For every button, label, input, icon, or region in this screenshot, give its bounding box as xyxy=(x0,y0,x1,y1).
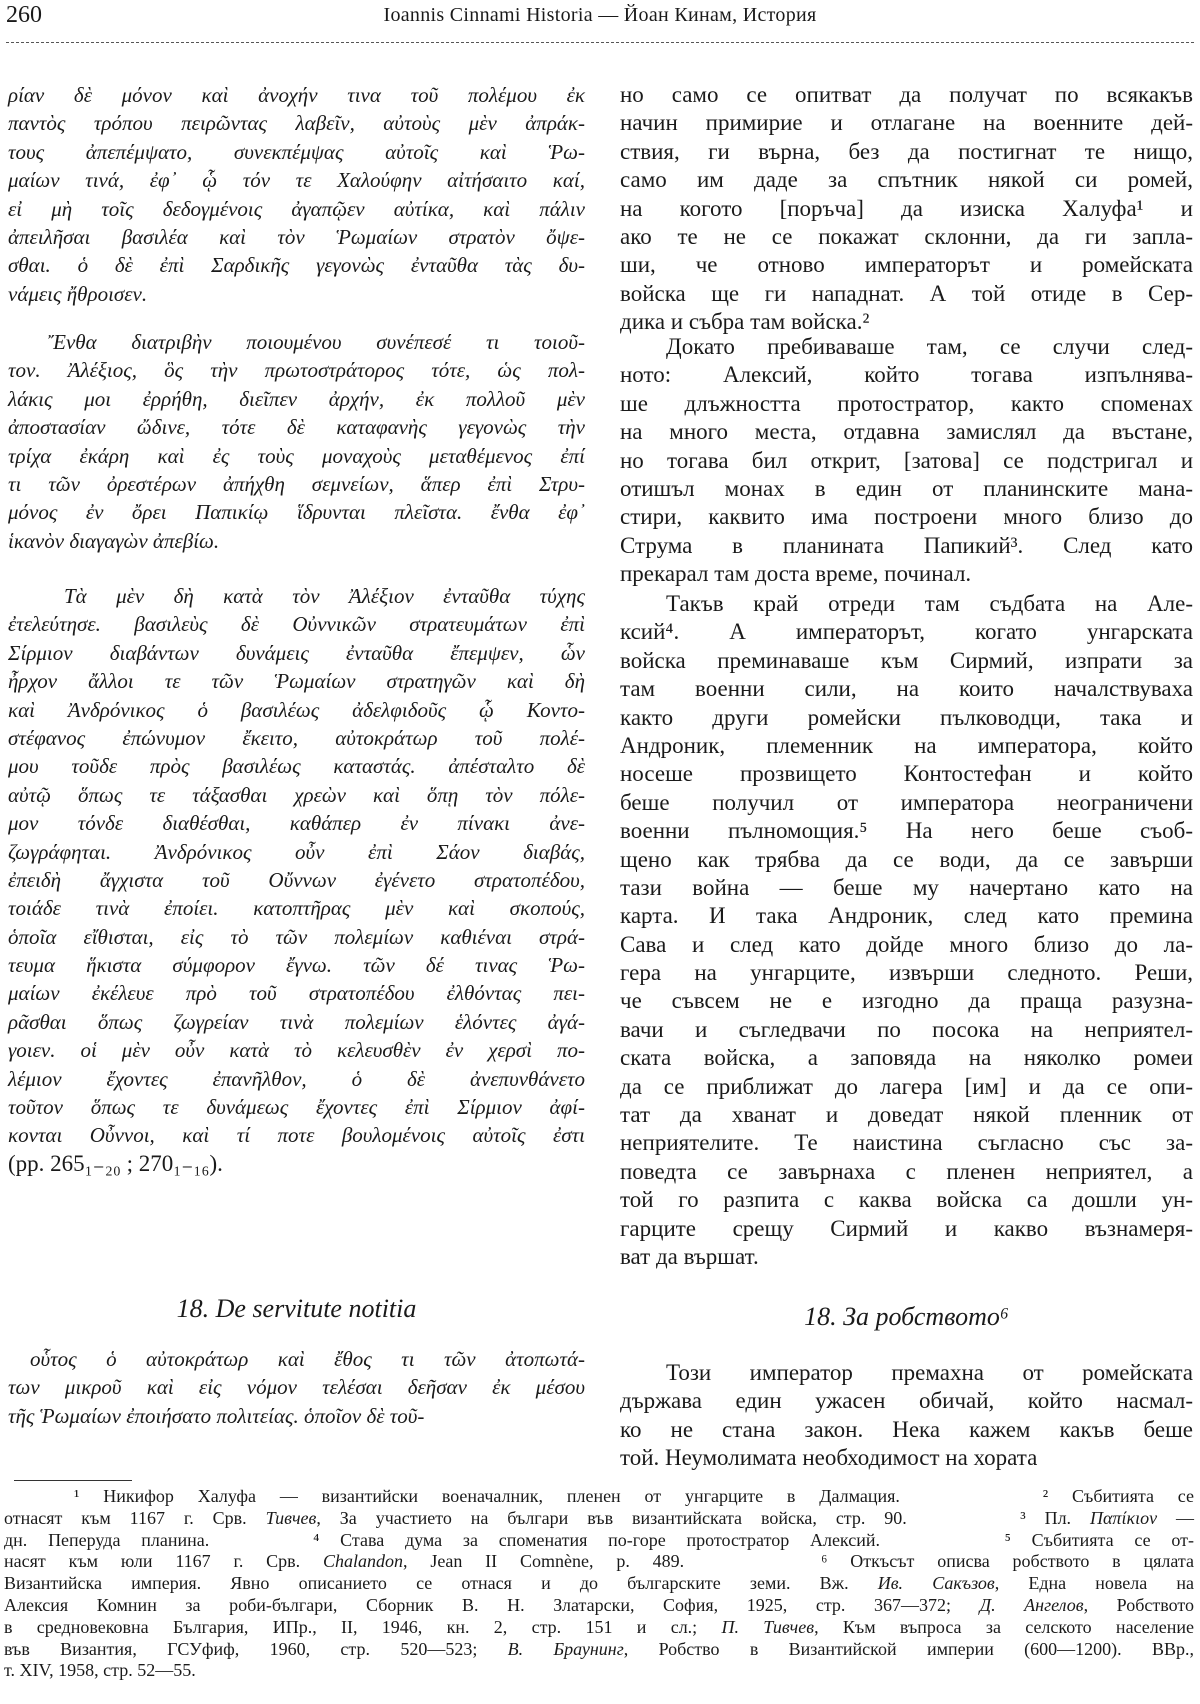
text-line-content: γοιεν. οἱ μὲν οὖν κατὰ τὸ κελευσθὲν ἐν χερσὶ πο- xyxy=(8,1038,585,1063)
text-line-content: νάμεις ἤθροισεν. xyxy=(8,281,148,306)
text-line-content: вачи и съгледвачи по посока на неприятел- xyxy=(620,1016,1193,1042)
text-line xyxy=(620,109,1193,137)
text-line xyxy=(8,809,585,837)
text-line-content: παντὸς τρόπου πειρῶντας λαβεῖν, αὐτοὺς μὲν ἀπράκ- xyxy=(8,111,585,136)
text-line-content: Τὰ μὲν δὴ κατὰ τὸν Ἀλέξιον ἐνταῦθα τύχης xyxy=(64,584,585,608)
text-line xyxy=(620,1186,1193,1214)
text-line xyxy=(8,781,585,809)
text-line xyxy=(620,1044,1193,1072)
text-line xyxy=(620,1073,1193,1101)
text-line-content: само им даде за спътник някой си ромей, xyxy=(620,167,1193,193)
text-line-content: както други ромейски пълководци, така и xyxy=(620,704,1193,730)
footnote-line-content xyxy=(4,1551,1194,1573)
text-line-content: ρᾶσθαι ὅπως ζωγρείαν τινὰ πολεμίων ἑλόντες ἀγά- xyxy=(8,1009,585,1034)
text-line xyxy=(620,81,1193,109)
text-line-content: войска преминаваше към Сирмий, изпрати за xyxy=(620,647,1193,673)
text-line-content: поведта се завърнаха с пленен неприятел, а xyxy=(620,1158,1193,1184)
footnote-line-content xyxy=(4,1639,1194,1661)
footnote-line-content xyxy=(4,1595,1194,1617)
text-line-content: ἱκανὸν διαγαγὼν ἀπεβίω. xyxy=(8,528,220,553)
bulgarian-paragraph-4 xyxy=(620,1359,1193,1473)
text-line-content: ксий⁴. А императорът, когато унгарската xyxy=(620,619,1193,645)
footnote-line-content xyxy=(4,1573,1194,1595)
text-line xyxy=(8,582,585,610)
footnote-line xyxy=(4,1530,1194,1552)
text-line xyxy=(8,667,585,695)
text-line xyxy=(620,846,1193,874)
text-line-content: ὁποῖα εἴθισται, εἰς τὸ τῶν πολεμίων καθιέναι στρά- xyxy=(8,924,585,949)
text-line xyxy=(620,361,1193,389)
text-line xyxy=(620,704,1193,732)
text-line-content: Ἔνθα διατριβὴν ποιουμένου συνέπεσέ τι τοιοῦ- xyxy=(48,330,585,354)
text-line xyxy=(8,356,585,384)
text-line xyxy=(8,195,585,223)
footnote-line xyxy=(4,1639,1194,1661)
text-line xyxy=(620,1416,1193,1444)
text-line xyxy=(620,475,1193,503)
footnote-text: в средновековна България, ИПр., II, 1946, кн. 2, стр. 151 и сл.; xyxy=(4,1616,722,1637)
footnote-line xyxy=(4,1617,1194,1639)
greek-paragraph-3 xyxy=(8,582,585,1178)
text-line-content: щено как трябва да се води, да се завърши xyxy=(620,846,1193,872)
text-line-content: но само се опитват да получат по всякакъв xyxy=(620,82,1193,107)
text-line-content: той. Неумолимата необходимост на хората xyxy=(620,1445,1038,1471)
text-line-content: ствия, ги върна, без да постигнат те нищо, xyxy=(620,138,1193,164)
text-line-content: Сава и след като дойде много близо до ла- xyxy=(620,931,1193,957)
greek-paragraph-2 xyxy=(8,328,585,555)
text-line-content: ρίαν δὲ μόνον καὶ ἀνοχήν τινα τοῦ πολέμου ἐκ xyxy=(8,83,585,107)
text-line xyxy=(620,1444,1193,1472)
footnote-text: , За участието на българи във византийската войска, стр. 90. ³ Пл. xyxy=(316,1507,1090,1528)
text-line-content: че съвсем не е изгодно да праща разузна- xyxy=(620,988,1193,1014)
text-line xyxy=(620,195,1193,223)
text-line xyxy=(8,1345,585,1373)
text-line xyxy=(8,109,585,137)
footnote-text: , Една новела на xyxy=(994,1573,1194,1594)
text-line xyxy=(620,987,1193,1015)
text-line xyxy=(620,931,1193,959)
text-line xyxy=(620,418,1193,446)
page-citation: (pp. 265₁₋₂₀ ; 270₁₋₁₆). xyxy=(8,1150,223,1176)
text-line-content: τῆς Ῥωμαίων ἐποιήσατο πολιτείας. ὁποῖον δὲ τοῦ- xyxy=(8,1403,425,1428)
text-line xyxy=(620,618,1193,646)
footnote-author: Д. Ангелов xyxy=(979,1594,1084,1615)
footnote-text: насят към юли 1167 г. Срв. xyxy=(4,1551,324,1572)
text-line-content: τρίχα ἐκάρη καὶ ἐς τοὺς μοναχοὺς μεταθέμενος ἐπί xyxy=(8,443,585,468)
text-line-content: ши, че отново императорът и ромейската xyxy=(620,252,1193,278)
text-line xyxy=(8,724,585,752)
text-line xyxy=(620,760,1193,788)
text-line xyxy=(620,902,1193,930)
text-line-content: прекарал там доста време, починал. xyxy=(620,561,972,587)
text-line-content: αὐτῷ ὅπως τε τάξασθαι χρεὼν καὶ ὅπῃ τὸν πόλε- xyxy=(8,782,585,807)
text-line xyxy=(8,1036,585,1064)
text-line-content: но тогава бил открит, [затова] се подстригал и xyxy=(620,447,1193,473)
text-line xyxy=(8,138,585,166)
footnote-text: , Робство в Византийской империи (600—1200). ВВр., xyxy=(623,1638,1195,1659)
text-line xyxy=(620,590,1193,618)
text-line-content: ἐπειδὴ ἄγχιστα τοῦ Οὔννων ἐγένετο στρατοπέδου, xyxy=(8,867,585,892)
text-line-content: Докато пребиваваше там, се случи след- xyxy=(666,334,1193,359)
text-line xyxy=(8,1065,585,1093)
text-line xyxy=(8,81,585,109)
text-line xyxy=(8,696,585,724)
text-line-content: Струма в планината Папикий³. След като xyxy=(620,532,1193,558)
footnote-line-content xyxy=(4,1530,1194,1552)
text-line xyxy=(620,560,1193,588)
text-line-content: гера на унгарците, извърши следното. Реши, xyxy=(620,960,1193,986)
text-line-content: ко не стана закон. Нека кажем какъв беше xyxy=(620,1416,1193,1442)
text-line xyxy=(620,817,1193,845)
text-line-content: τους ἀπεπέμψατο, συνεκπέμψας αὐτοῖς καὶ Ῥω- xyxy=(8,139,585,164)
header-rule xyxy=(6,42,1194,43)
bulgarian-paragraph-2 xyxy=(620,333,1193,589)
text-line xyxy=(620,1158,1193,1186)
text-line xyxy=(620,732,1193,760)
citation-line xyxy=(8,1150,585,1178)
text-line xyxy=(620,390,1193,418)
text-line xyxy=(620,647,1193,675)
text-line xyxy=(620,1359,1193,1387)
text-line-content: τευμα ἥκιστα σύμφορον ἔγνω. τῶν δέ τινας Ῥω- xyxy=(8,953,585,978)
text-line-content: τοιάδε τινὰ ἐποίει. κατοπτῆρας μὲν καὶ σκοπούς, xyxy=(8,896,585,921)
footnote-author: Chalandon xyxy=(323,1551,404,1572)
text-line xyxy=(8,1402,585,1430)
bulgarian-section-heading: 18. За робството⁶ xyxy=(804,1302,1009,1331)
text-line-content: ἀποστασίαν ὤδινε, τότε δὲ καταφανὴς γεγονὼς τὴν xyxy=(8,415,585,440)
footnote-author: Παπίκιον xyxy=(1089,1507,1158,1528)
text-line-content: ше длъжността протостратор, както споменах xyxy=(620,390,1193,416)
text-line-content: гарците срещу Сирмий и какво възнамеря- xyxy=(620,1215,1193,1241)
footnote-text: Византийска империя. Явно описанието се отнася и до българските земи. Вж. xyxy=(4,1573,878,1594)
text-line xyxy=(8,866,585,894)
text-line xyxy=(620,447,1193,475)
text-line-content: на когото [поръча] да изиска Халуфа¹ и xyxy=(620,195,1193,221)
footnote-text: т. XIV, 1958, стр. 52—55. xyxy=(4,1660,196,1681)
text-line-content: λάκις μοι ἐρρήθη, διεῖπεν ἀρχήν, ἐκ πολλοῦ μὲν xyxy=(8,386,585,411)
text-line xyxy=(8,251,585,279)
text-line xyxy=(620,1101,1193,1129)
greek-paragraph-4 xyxy=(8,1345,585,1430)
text-line xyxy=(8,610,585,638)
footnote-text: — xyxy=(1157,1507,1195,1528)
footnote-line xyxy=(4,1595,1194,1617)
text-line xyxy=(8,923,585,951)
footnote-text: отнасят към 1167 г. Срв. xyxy=(4,1507,266,1528)
footnote-author: Тивчев xyxy=(265,1507,317,1528)
text-line xyxy=(620,503,1193,531)
text-line-content: ἀπειλῆσαι βασιλέα καὶ τὸν Ῥωμαίων στρατὸν ὄψε- xyxy=(8,224,585,249)
footnote-author: В. Браунинг xyxy=(507,1638,624,1659)
text-line xyxy=(8,1008,585,1036)
text-line-content: τι τῶν ὀρεστέρων ἀπήχθη σεμνείων, ἅπερ ἐπὶ Στρυ- xyxy=(8,471,585,496)
text-line-content: той го разпита с каква войска са дошли ун- xyxy=(620,1187,1193,1213)
text-line-content: отишъл монах в един от планинските мана- xyxy=(620,475,1193,501)
text-line-content: тази война — беше му начертано като на xyxy=(620,874,1193,900)
text-line xyxy=(8,1093,585,1121)
greek-paragraph-1 xyxy=(8,81,585,308)
footnote-text: , Към въпроса за селското население xyxy=(814,1616,1194,1637)
text-line xyxy=(8,639,585,667)
text-line-content: μον τόνδε διαθέσθαι, καθάπερ ἐν πίνακι ἀνε- xyxy=(8,811,585,836)
footnote-text: във Византия, ГСУфиф, 1960, стр. 520—523; xyxy=(4,1638,508,1659)
text-line-content: ἐτελεύτησε. βασιλεὺς δὲ Οὐννικῶν στρατευμάτων ἐπὶ xyxy=(8,612,585,637)
text-line-content: стири, каквито има построени много близо до xyxy=(620,504,1193,530)
footnote-line-content xyxy=(4,1617,1194,1639)
text-line xyxy=(620,333,1193,361)
text-line xyxy=(620,1215,1193,1243)
text-line-content: λέμιον ἔχοντες ἐπανῆλθον, ὁ δὲ ἀνεπυνθάνετο xyxy=(8,1066,585,1091)
text-line xyxy=(8,470,585,498)
text-line-content: войска ще ги нападнат. А той отиде в Сер- xyxy=(620,280,1193,306)
text-line-content: Андроник, племенник на императора, който xyxy=(620,732,1193,758)
text-line-content: οὗτος ὁ αὐτοκράτωρ καὶ ἔθος τι τῶν ἀτοπωτά- xyxy=(30,1347,585,1371)
text-line xyxy=(620,532,1193,560)
text-line xyxy=(620,251,1193,279)
text-line xyxy=(8,838,585,866)
text-line xyxy=(8,527,585,555)
text-line-content: там военни сили, на които началствуваха xyxy=(620,676,1193,702)
text-line-content: ното: Алексий, който тогава изпълнява- xyxy=(620,362,1193,388)
footnote-text: ¹ Никифор Халуфа — византийски военачалник, пленен от унгарците в Далмация. ² Събитията се xyxy=(74,1486,1194,1506)
text-line xyxy=(8,1373,585,1401)
text-line-content: καὶ Ἀνδρόνικος ὁ βασιλέως ἀδελφιδοῦς ᾧ Κοντο- xyxy=(8,697,585,722)
text-line-content: τον. Ἀλέξιος, ὃς τὴν πρωτοστράτορος τότε, ὡς πολ- xyxy=(8,358,585,383)
text-line xyxy=(8,166,585,194)
footnote-author: Ив. Сакъзов xyxy=(877,1573,995,1594)
text-line-content: ἦρχον ἄλλοι τε τῶν Ῥωμαίων στρατηγῶν καὶ δὴ xyxy=(8,669,585,694)
text-line xyxy=(8,223,585,251)
text-line xyxy=(620,280,1193,308)
text-line-content: тат да хванат и доведат някой пленник от xyxy=(620,1102,1193,1128)
text-line-content: Σίρμιον διαβάντων δυνάμεις ἐνταῦθα ἔπεμψεν, ὧν xyxy=(8,640,585,665)
bulgarian-paragraph-1 xyxy=(620,81,1193,337)
text-line-content: Този император премахна от ромейската xyxy=(666,1360,1193,1385)
text-line xyxy=(620,1129,1193,1157)
text-line-content: μαίων ἐκέλευε πρὸ τοῦ στρατοπέδου ἐλθόντας πει- xyxy=(8,981,585,1006)
text-line xyxy=(620,789,1193,817)
text-line-content: τοῦτον ὅπως τε δυνάμεως ἔχοντες ἐπὶ Σίρμιον ἀφί- xyxy=(8,1095,585,1120)
text-line-content: στέφανος ἐπώνυμον ἔκειτο, αὐτοκράτωρ τοῦ πολέ- xyxy=(8,725,585,750)
footnote-line-content xyxy=(4,1660,196,1682)
text-line xyxy=(620,1016,1193,1044)
text-line-content: μαίων τινά, ἐφ᾽ ᾧ τόν τε Χαλούφην αἰτήσαιτο καί, xyxy=(8,168,585,193)
footnotes xyxy=(4,1486,1194,1682)
text-line-content: дика и събра там войска.² xyxy=(620,309,870,335)
footnote-text: Алексия Комнин за роби-българи, Сборник В. Н. Златарски, София, 1925, стр. 367—372; xyxy=(4,1594,980,1615)
text-line-content: неприятелите. Те наистина съгласно със за- xyxy=(620,1130,1193,1156)
text-line-content: ако те не се покажат склонни, да ги запла- xyxy=(620,223,1193,249)
footnote-line xyxy=(4,1486,1194,1508)
running-title: Ioannis Cinnami Historia — Йоан Кинам, История xyxy=(383,4,817,26)
text-line xyxy=(620,1387,1193,1415)
footnote-text: , Jean II Comnène, p. 489. ⁶ Откъсът описва робството в цялата xyxy=(403,1551,1194,1572)
text-line-content: беше получил от императора неограничени xyxy=(620,789,1193,815)
text-line-content: των μικροῦ καὶ εἰς νόμον τελέσαι δεῆσαν ἐκ μέσου xyxy=(8,1375,585,1400)
text-line xyxy=(8,442,585,470)
text-line-content: носеше прозвището Контостефан и който xyxy=(620,761,1193,787)
text-line xyxy=(620,166,1193,194)
text-line-content: ват да вършат. xyxy=(620,1243,759,1269)
text-line xyxy=(8,951,585,979)
text-line-content: карта. И така Андроник, след като премина xyxy=(620,903,1193,929)
footnote-line-content xyxy=(74,1486,1194,1508)
footnote-line xyxy=(4,1508,1194,1530)
text-line-content: εἰ μὴ τοῖς δεδογμένοις ἀγαπῷεν αὐτίκα, καὶ πάλιν xyxy=(8,196,585,221)
text-line xyxy=(8,1121,585,1149)
footnote-text: , Робството xyxy=(1083,1594,1195,1615)
text-line xyxy=(620,223,1193,251)
bulgarian-paragraph-3 xyxy=(620,590,1193,1271)
text-line-content: на много места, отдавна замислял да въстане, xyxy=(620,419,1193,445)
text-line xyxy=(8,894,585,922)
text-line-content: да се приближат до лагера [им] и да се опи- xyxy=(620,1073,1193,1099)
footnote-line xyxy=(4,1660,1194,1682)
text-line-content: държава един ужасен обичай, който насмал- xyxy=(620,1388,1193,1414)
footnote-line xyxy=(4,1573,1194,1595)
text-line xyxy=(620,675,1193,703)
footnote-author: П. Тивчев xyxy=(721,1616,815,1637)
text-line xyxy=(8,413,585,441)
text-line-content: σθαι. ὁ δὲ ἐπὶ Σαρδικῆς γεγονὼς ἐνταῦθα τὰς δυ- xyxy=(8,253,585,278)
text-line xyxy=(8,328,585,356)
text-line xyxy=(620,1243,1193,1271)
footnote-text: дн. Пеперуда планина. ⁴ Става дума за споменатия по-горе протостратор Алексий. ⁵ Събитията се от- xyxy=(4,1529,1194,1550)
text-line xyxy=(8,498,585,526)
text-line-content: κονται Οὖννοι, καὶ τί ποτε βουλομένοις αὐτοῖς ἐστι xyxy=(8,1123,585,1148)
page-number: 260 xyxy=(6,2,42,28)
text-line xyxy=(620,138,1193,166)
text-line-content: ζωγράφηται. Ἀνδρόνικος οὖν ἐπὶ Σάον διαβάς, xyxy=(8,839,585,864)
text-line xyxy=(8,979,585,1007)
text-line-content: Такъв край отреди там съдбата на Але- xyxy=(666,591,1193,616)
footnote-line-content xyxy=(4,1508,1194,1530)
text-line-content: μόνος ἐν ὄρει Παπικίῳ ἵδρυνται πλεῖστα. ἔνθα ἐφ᾽ xyxy=(8,500,585,525)
text-line-content: μου τοῦδε πρὸς βασιλέως καταστάς. ἀπέσταλτο δὲ xyxy=(8,754,585,779)
text-line-content: начин примирие и отлагане на военните дей- xyxy=(620,110,1193,136)
text-line xyxy=(8,385,585,413)
text-line xyxy=(8,280,585,308)
text-line-content: ската войска, а заповяда на няколко ромеи xyxy=(620,1045,1193,1071)
text-line xyxy=(8,752,585,780)
footnote-rule xyxy=(14,1480,132,1481)
latin-section-heading: 18. De servitute notitia xyxy=(176,1294,417,1323)
text-line xyxy=(620,874,1193,902)
text-line xyxy=(620,959,1193,987)
text-line-content: военни пълномощия.⁵ На него беше съоб- xyxy=(620,818,1193,844)
footnote-line xyxy=(4,1551,1194,1573)
